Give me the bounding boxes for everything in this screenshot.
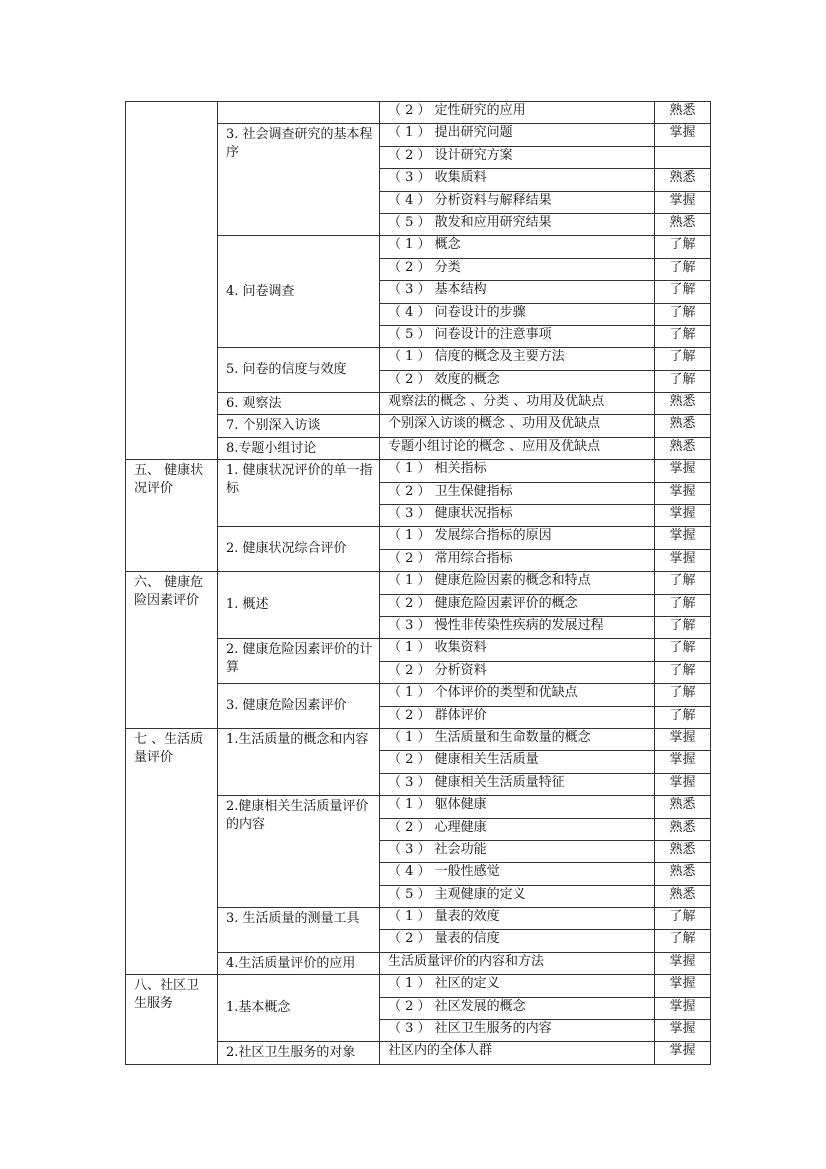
item-content-cell: （ 2 ） 效度的概念	[380, 370, 655, 392]
item-content-cell: （ 2 ） 健康危险因素评价的概念	[380, 594, 655, 616]
topic-title-cell: 3. 社会调查研究的基本程序	[218, 124, 380, 236]
requirement-level-cell: 了解	[655, 303, 711, 325]
item-content-cell: 个别深入访谈的概念 、功用及优缺点	[380, 415, 655, 437]
syllabus-table	[125, 101, 711, 1065]
section-title-cell: 八、社区卫生服务	[126, 975, 218, 1065]
requirement-level-cell: 掌握	[655, 191, 711, 213]
topic-title-cell: 4. 问卷调查	[218, 236, 380, 348]
topic-title-cell: 1. 健康状况评价的单一指标	[218, 460, 380, 527]
requirement-level-cell: 掌握	[655, 751, 711, 773]
requirement-level-cell: 掌握	[655, 773, 711, 795]
item-content-cell: （ 2 ） 健康相关生活质量	[380, 751, 655, 773]
item-content-cell: （ 2 ） 量表的信度	[380, 930, 655, 952]
item-content-cell: （ 1 ） 社区的定义	[380, 975, 655, 997]
topic-title-cell: 1.生活质量的概念和内容	[218, 728, 380, 795]
requirement-level-cell: 掌握	[655, 482, 711, 504]
item-content-cell: （ 3 ） 基本结构	[380, 281, 655, 303]
topic-title-cell	[218, 102, 380, 124]
requirement-level-cell: 掌握	[655, 460, 711, 482]
topic-title-cell: 8.专题小组讨论	[218, 437, 380, 459]
item-content-cell: （ 2 ） 社区发展的概念	[380, 997, 655, 1019]
item-content-cell: （ 5 ） 散发和应用研究结果	[380, 213, 655, 235]
item-content-cell: （ 1 ） 个体评价的类型和优缺点	[380, 684, 655, 706]
table-row	[126, 572, 711, 594]
requirement-level-cell	[655, 146, 711, 168]
requirement-level-cell: 掌握	[655, 1020, 711, 1042]
requirement-level-cell: 熟悉	[655, 415, 711, 437]
requirement-level-cell: 熟悉	[655, 863, 711, 885]
topic-title-cell: 2. 健康危险因素评价的计算	[218, 639, 380, 684]
requirement-level-cell: 熟悉	[655, 213, 711, 235]
requirement-level-cell: 熟悉	[655, 796, 711, 818]
item-content-cell: （ 3 ） 慢性非传染性疾病的发展过程	[380, 616, 655, 638]
section-title-cell: 六、 健康危险因素评价	[126, 572, 218, 729]
requirement-level-cell: 掌握	[655, 728, 711, 750]
requirement-level-cell: 了解	[655, 661, 711, 683]
item-content-cell: （ 2 ） 设计研究方案	[380, 146, 655, 168]
requirement-level-cell: 了解	[655, 236, 711, 258]
requirement-level-cell: 掌握	[655, 527, 711, 549]
requirement-level-cell: 了解	[655, 258, 711, 280]
table-row	[126, 975, 711, 997]
item-content-cell: （ 2 ） 定性研究的应用	[380, 102, 655, 124]
requirement-level-cell: 了解	[655, 706, 711, 728]
topic-title-cell: 7. 个别深入访谈	[218, 415, 380, 437]
requirement-level-cell: 熟悉	[655, 169, 711, 191]
requirement-level-cell: 熟悉	[655, 437, 711, 459]
requirement-level-cell: 掌握	[655, 124, 711, 146]
requirement-level-cell: 掌握	[655, 1042, 711, 1064]
item-content-cell: （ 2 ） 分类	[380, 258, 655, 280]
item-content-cell: 生活质量评价的内容和方法	[380, 952, 655, 974]
topic-title-cell: 3. 生活质量的测量工具	[218, 908, 380, 953]
item-content-cell: 社区内的全体人群	[380, 1042, 655, 1064]
requirement-level-cell: 掌握	[655, 549, 711, 571]
item-content-cell: （ 3 ） 社区卫生服务的内容	[380, 1020, 655, 1042]
requirement-level-cell: 熟悉	[655, 393, 711, 415]
requirement-level-cell: 了解	[655, 370, 711, 392]
requirement-level-cell: 了解	[655, 594, 711, 616]
topic-title-cell: 6. 观察法	[218, 393, 380, 415]
item-content-cell: （ 3 ） 健康相关生活质量特征	[380, 773, 655, 795]
table-row	[126, 728, 711, 750]
requirement-level-cell: 了解	[655, 930, 711, 952]
item-content-cell: （ 2 ） 常用综合指标	[380, 549, 655, 571]
item-content-cell: （ 1 ） 健康危险因素的概念和特点	[380, 572, 655, 594]
requirement-level-cell: 了解	[655, 281, 711, 303]
topic-title-cell: 4.生活质量评价的应用	[218, 952, 380, 974]
syllabus-table-body	[126, 102, 711, 1065]
requirement-level-cell: 熟悉	[655, 818, 711, 840]
requirement-level-cell: 熟悉	[655, 840, 711, 862]
topic-title-cell: 1.基本概念	[218, 975, 380, 1042]
item-content-cell: （ 3 ） 健康状况指标	[380, 505, 655, 527]
item-content-cell: （ 1 ） 相关指标	[380, 460, 655, 482]
item-content-cell: 专题小组讨论的概念 、应用及优缺点	[380, 437, 655, 459]
section-title-cell: 五、 健康状况评价	[126, 460, 218, 572]
item-content-cell: （ 1 ） 躯体健康	[380, 796, 655, 818]
requirement-level-cell: 了解	[655, 572, 711, 594]
requirement-level-cell: 了解	[655, 616, 711, 638]
item-content-cell: （ 5 ） 主观健康的定义	[380, 885, 655, 907]
item-content-cell: （ 4 ） 一般性感觉	[380, 863, 655, 885]
section-title-cell: 七 、生活质量评价	[126, 728, 218, 974]
item-content-cell: （ 1 ） 概念	[380, 236, 655, 258]
item-content-cell: （ 1 ） 量表的效度	[380, 908, 655, 930]
topic-title-cell: 3. 健康危险因素评价	[218, 684, 380, 729]
item-content-cell: （ 1 ） 生活质量和生命数量的概念	[380, 728, 655, 750]
item-content-cell: （ 2 ） 群体评价	[380, 706, 655, 728]
requirement-level-cell: 熟悉	[655, 102, 711, 124]
item-content-cell: （ 2 ） 卫生保健指标	[380, 482, 655, 504]
requirement-level-cell: 了解	[655, 908, 711, 930]
requirement-level-cell: 掌握	[655, 505, 711, 527]
requirement-level-cell: 掌握	[655, 997, 711, 1019]
topic-title-cell: 2. 健康状况综合评价	[218, 527, 380, 572]
item-content-cell: （ 4 ） 分析资料与解释结果	[380, 191, 655, 213]
item-content-cell: 观察法的概念 、分类 、功用及优缺点	[380, 393, 655, 415]
requirement-level-cell: 掌握	[655, 952, 711, 974]
requirement-level-cell: 了解	[655, 684, 711, 706]
item-content-cell: （ 2 ） 分析资料	[380, 661, 655, 683]
item-content-cell: （ 3 ） 社会功能	[380, 840, 655, 862]
item-content-cell: （ 4 ） 问卷设计的步骤	[380, 303, 655, 325]
topic-title-cell: 5. 问卷的信度与效度	[218, 348, 380, 393]
table-row	[126, 460, 711, 482]
item-content-cell: （ 1 ） 提出研究问题	[380, 124, 655, 146]
requirement-level-cell: 了解	[655, 639, 711, 661]
item-content-cell: （ 5 ） 问卷设计的注意事项	[380, 325, 655, 347]
item-content-cell: （ 1 ） 信度的概念及主要方法	[380, 348, 655, 370]
requirement-level-cell: 熟悉	[655, 885, 711, 907]
item-content-cell: （ 1 ） 发展综合指标的原因	[380, 527, 655, 549]
topic-title-cell: 2.社区卫生服务的对象	[218, 1042, 380, 1064]
requirement-level-cell: 了解	[655, 348, 711, 370]
topic-title-cell: 1. 概述	[218, 572, 380, 639]
table-row	[126, 102, 711, 124]
section-title-cell	[126, 102, 218, 460]
item-content-cell: （ 2 ） 心理健康	[380, 818, 655, 840]
topic-title-cell: 2.健康相关生活质量评价的内容	[218, 796, 380, 908]
item-content-cell: （ 3 ） 收集质料	[380, 169, 655, 191]
requirement-level-cell: 掌握	[655, 975, 711, 997]
item-content-cell: （ 1 ） 收集资料	[380, 639, 655, 661]
requirement-level-cell: 了解	[655, 325, 711, 347]
